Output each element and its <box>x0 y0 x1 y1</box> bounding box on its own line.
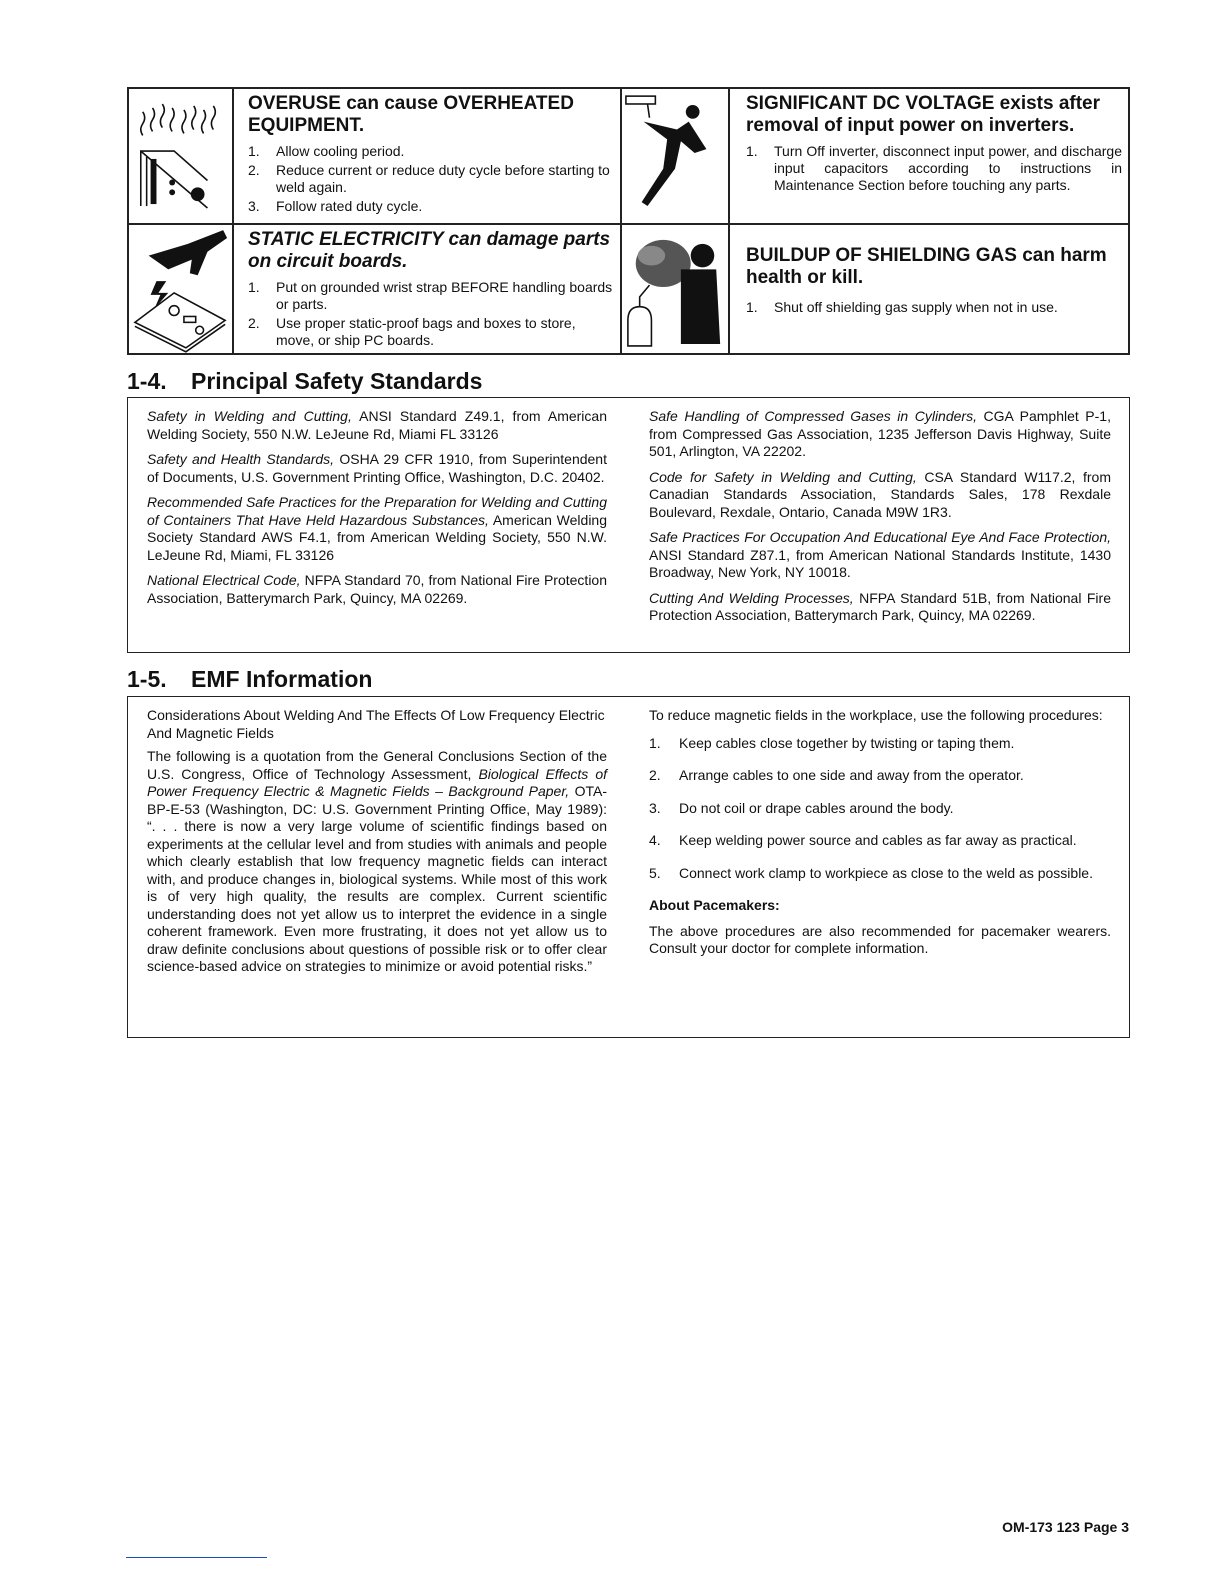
emf-box <box>127 696 1130 1038</box>
item-number: 1. <box>248 279 260 295</box>
standard-entry <box>147 408 607 443</box>
item-number: 3. <box>649 799 661 816</box>
dc-voltage-title: SIGNIFICANT DC VOLTAGE exists after removal of input power on inverters. <box>746 93 1101 136</box>
list-item <box>649 800 1111 818</box>
standard-entry <box>147 572 607 607</box>
static-list <box>248 279 614 349</box>
standard-entry <box>649 590 1111 625</box>
quote-source-title: Biological Effects of Power Frequency Electric & Magnetic Fields – Background Paper, <box>147 765 607 799</box>
section-number: 1-4. <box>127 368 167 394</box>
item-text: Turn Off inverter, disconnect input power, and discharge input capacitors according to instructions in Maintenance Section before touching any parts. <box>774 143 1122 193</box>
gas-title: BUILDUP OF SHIELDING GAS can harm health or kill. <box>746 245 1107 288</box>
page-footer: OM-173 123 Page 3 <box>1002 1519 1129 1535</box>
hazard-table <box>127 87 1130 355</box>
quote-text: OTA-BP-E-53 (Washington, DC: U.S. Government Printing Office, May 1989): “. . . there is now a very large volume of scientific findings based on experiments at the cellular level and from studies with animals and people which clearly establish that low frequency magnetic fields can interact with, and produce changes in, biological systems. While most of this work is of very high quality, the results are complex. Current scientific understanding does not yet allow us to interpret the evidence in a single coherent framework. Even more frustrating, it does not yet allow us to draw definite conclusions about questions of possible risk or to offer clear science-based advice on strategies to minimize or avoid potential risks.” <box>147 783 608 974</box>
standard-title: Safe Handling of Compressed Gases in Cylinders, <box>649 408 977 424</box>
standard-entry <box>147 451 607 486</box>
item-text: Reduce current or reduce duty cycle before starting to weld again. <box>276 162 610 195</box>
section-number: 1-5. <box>127 666 167 692</box>
item-text: Put on grounded wrist strap BEFORE handling boards or parts. <box>276 279 613 312</box>
standard-source: NFPA Standard 70, from National Fire Protection Association, Batterymarch Park, Quincy, MA 02269. <box>147 572 608 606</box>
section-title: EMF Information <box>191 666 373 692</box>
standard-title: Cutting And Welding Processes, <box>649 589 854 606</box>
hazard-row-1 <box>129 89 1128 225</box>
standard-title: National Electrical Code, <box>147 572 301 588</box>
emf-left-column <box>147 707 607 982</box>
list-item <box>248 315 614 349</box>
standards-left-column <box>147 408 607 615</box>
section-1-5-heading <box>127 666 372 692</box>
shielding-gas-icon <box>622 225 730 353</box>
item-number: 2. <box>248 315 260 331</box>
gas-list <box>746 299 1122 316</box>
static-electricity-icon <box>129 225 234 353</box>
standard-entry <box>649 469 1111 522</box>
list-item <box>746 299 1122 316</box>
list-item <box>649 767 1111 785</box>
standard-entry <box>147 494 607 564</box>
list-item <box>649 735 1111 753</box>
emf-procedures-intro: To reduce magnetic fields in the workplace, use the following procedures: <box>649 707 1103 723</box>
standard-title: Safety in Welding and Cutting, <box>147 408 352 424</box>
overuse-list <box>248 143 614 215</box>
standard-title: Safe Practices For Occupation And Educational Eye And Face Protection, <box>649 529 1111 545</box>
list-item <box>746 143 1122 194</box>
overuse-cell <box>234 89 622 223</box>
section-1-4-heading <box>127 368 482 394</box>
emf-considerations-heading: Considerations About Welding And The Effects Of Low Frequency Electric And Magnetic Fields <box>147 707 605 741</box>
overuse-title: OVERUSE can cause OVERHEATED EQUIPMENT. <box>248 93 574 136</box>
standard-title: Recommended Safe Practices for the Preparation for Welding and Cutting of Containers That Have Held Hazardous Substances, <box>147 494 607 528</box>
standard-source: OSHA 29 CFR 1910, from Superintendent of Documents, U.S. Government Printing Office, Washington, D.C. 20402. <box>147 451 607 485</box>
standard-source: American Welding Society Standard AWS F4.1, from American Welding Society, 550 N.W. LeJeune Rd, Miami, FL 33126 <box>147 511 607 563</box>
item-text: Shut off shielding gas supply when not in use. <box>774 299 1058 315</box>
static-title: STATIC ELECTRICITY can damage parts on circuit boards. <box>248 229 611 272</box>
emf-quotation <box>147 748 607 976</box>
item-text: Keep welding power source and cables as far away as practical. <box>679 832 1077 848</box>
standard-source: NFPA Standard 51B, from National Fire Protection Association, Batterymarch Park, Quincy, MA 02269. <box>649 589 1111 623</box>
item-text: Connect work clamp to workpiece as close to the weld as possible. <box>679 864 1093 881</box>
standard-source: CSA Standard W117.2, from Canadian Standards Association, Standards Sales, 178 Rexdale Boulevard, Rexdale, Ontario, Canada M9W 1R3. <box>649 468 1111 520</box>
item-number: 1. <box>248 143 260 159</box>
list-item <box>248 162 614 196</box>
standards-right-column <box>649 408 1111 633</box>
standard-source: ANSI Standard Z49.1, from American Welding Society, 550 N.W. LeJeune Rd, Miami FL 33126 <box>147 408 607 442</box>
item-number: 1. <box>649 734 661 751</box>
hazard-row-2 <box>129 225 1128 353</box>
list-item <box>649 832 1111 850</box>
dc-voltage-cell <box>730 89 1128 223</box>
item-number: 1. <box>746 143 758 159</box>
item-text: Allow cooling period. <box>276 143 405 159</box>
emf-right-column <box>649 707 1111 964</box>
item-number: 2. <box>248 162 260 178</box>
item-text: Use proper static-proof bags and boxes to store, move, or ship PC boards. <box>276 315 576 348</box>
item-text: Arrange cables to one side and away from the operator. <box>679 767 1024 783</box>
list-item <box>248 279 614 313</box>
static-cell <box>234 225 622 353</box>
pacemaker-text: The above procedures are also recommended for pacemaker wearers. Consult your doctor for complete information. <box>649 922 1111 956</box>
standard-title: Safety and Health Standards, <box>147 451 335 467</box>
item-text: Do not coil or drape cables around the body. <box>679 799 954 816</box>
item-number: 2. <box>649 767 661 783</box>
standard-entry <box>649 529 1111 582</box>
bottom-rule <box>126 1557 267 1558</box>
gas-cell <box>730 225 1128 353</box>
item-text: Keep cables close together by twisting or taping them. <box>679 734 1015 751</box>
pacemaker-heading: About Pacemakers: <box>649 897 780 913</box>
standard-source: ANSI Standard Z87.1, from American National Standards Institute, 1430 Broadway, New York, NY 10018. <box>649 546 1111 580</box>
standard-entry <box>649 408 1111 461</box>
list-item <box>649 865 1111 883</box>
section-title: Principal Safety Standards <box>191 368 483 394</box>
item-number: 1. <box>746 299 758 315</box>
list-item <box>248 198 614 215</box>
electric-shock-icon <box>622 89 730 223</box>
list-item <box>248 143 614 160</box>
standards-box <box>127 397 1130 653</box>
overheat-icon <box>129 89 234 223</box>
item-number: 4. <box>649 832 661 848</box>
quote-text: The following is a quotation from the General Conclusions Section of the U.S. Congress, Office of Technology Assessment, <box>147 748 607 782</box>
standard-title: Code for Safety in Welding and Cutting, <box>649 468 917 485</box>
dc-voltage-list <box>746 143 1122 194</box>
item-number: 5. <box>649 864 661 881</box>
standard-source: CGA Pamphlet P-1, from Compressed Gas Association, 1235 Jefferson Davis Highway, Suite 501, Arlington, VA 22202. <box>649 408 1111 459</box>
item-text: Follow rated duty cycle. <box>276 198 423 214</box>
item-number: 3. <box>248 198 260 214</box>
emf-procedures-list <box>649 735 1111 883</box>
